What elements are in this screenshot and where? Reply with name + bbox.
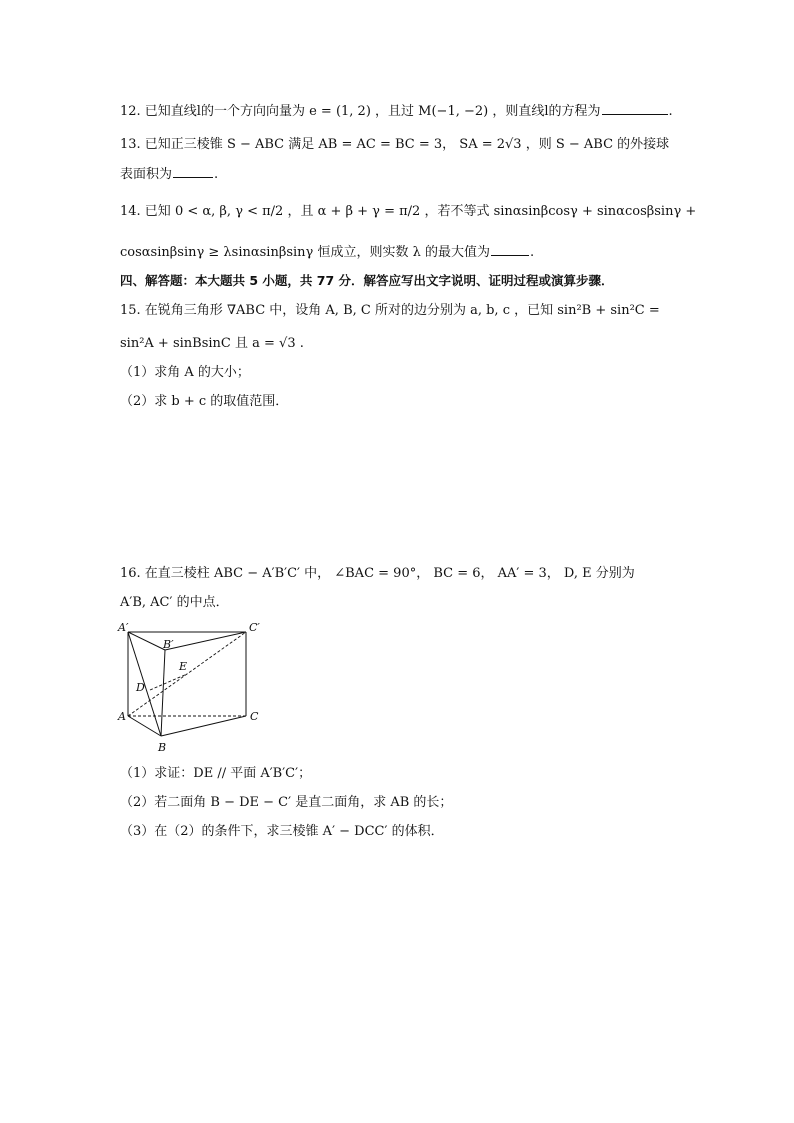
label-b-prime: B′ — [163, 638, 174, 651]
question-15-line2: sin²A + sinBsinC 且 a = √3 . — [120, 336, 304, 351]
q13-end: . — [214, 167, 219, 182]
question-14-line1: 14. 已知 0 < α, β, γ < π/2 ，且 α + β + γ = π/2 ，若不等式 sinαsinβcosγ + sinαcosβsinγ + — [120, 204, 697, 219]
label-c: C — [250, 710, 259, 723]
label-c-prime: C′ — [249, 621, 260, 634]
question-15-part1: （1）求角 A 的大小； — [120, 365, 250, 380]
question-15-line1: 15. 在锐角三角形 ∇ABC 中，设角 A, B, C 所对的边分别为 a, b, c ，已知 sin²B + sin²C = — [120, 303, 660, 318]
question-16-part3: （3）在（2）的条件下，求三棱锥 A′ − DCC′ 的体积． — [120, 824, 444, 839]
label-a-prime: A′ — [118, 621, 129, 634]
prism-figure — [112, 620, 272, 760]
question-16-line1: 16. 在直三棱柱 ABC − A′B′C′ 中， ∠BAC = 90°， BC = 6， AA′ = 3， D, E 分别为 — [120, 566, 635, 581]
hidden-segment-d-e — [150, 674, 187, 690]
label-b: B — [158, 741, 167, 754]
question-16-part1: （1）求证：DE // 平面 A′B′C′； — [120, 766, 312, 781]
edge-b-c — [161, 716, 246, 736]
edge-b1-b — [161, 650, 165, 736]
q12-answer-blank — [602, 102, 668, 115]
q14-end: . — [529, 245, 535, 260]
edge-a1-b1 — [128, 632, 165, 650]
question-16-part2: （2）若二面角 B − DE − C′ 是直二面角，求 AB 的长； — [120, 795, 453, 810]
q14-answer-blank — [491, 243, 529, 256]
label-d: D — [136, 681, 145, 694]
q12-end: . — [668, 104, 673, 119]
question-13-line1: 13. 已知正三棱锥 S − ABC 满足 AB = AC = BC = 3， SA = 2√3 ，则 S − ABC 的外接球 — [120, 137, 670, 152]
question-15-part2: （2）求 b + c 的取值范围． — [120, 394, 289, 409]
question-12 — [120, 102, 673, 121]
edge-b1-c1 — [165, 632, 246, 650]
question-14-line2 — [120, 243, 534, 262]
label-a: A — [118, 710, 126, 723]
question-13-line2 — [120, 165, 218, 184]
section-4-heading: 四、解答题：本大题共 5 小题，共 77 分．解答应写出文字说明、证明过程或演算步骤． — [120, 273, 614, 288]
question-16-line2: A′B, AC′ 的中点． — [120, 595, 229, 610]
q14-text: cosαsinβsinγ ≥ λsinαsinβsinγ 恒成立，则实数 λ 的最大值为 — [120, 245, 490, 260]
q13-answer-blank — [173, 165, 213, 178]
q13-text: 表面积为 — [120, 167, 173, 182]
label-e: E — [179, 660, 188, 673]
q12-text: 12. 已知直线l的一个方向向量为 e = (1, 2) ，且过 M(−1, −2) ，则直线l的方程为 — [120, 104, 601, 119]
